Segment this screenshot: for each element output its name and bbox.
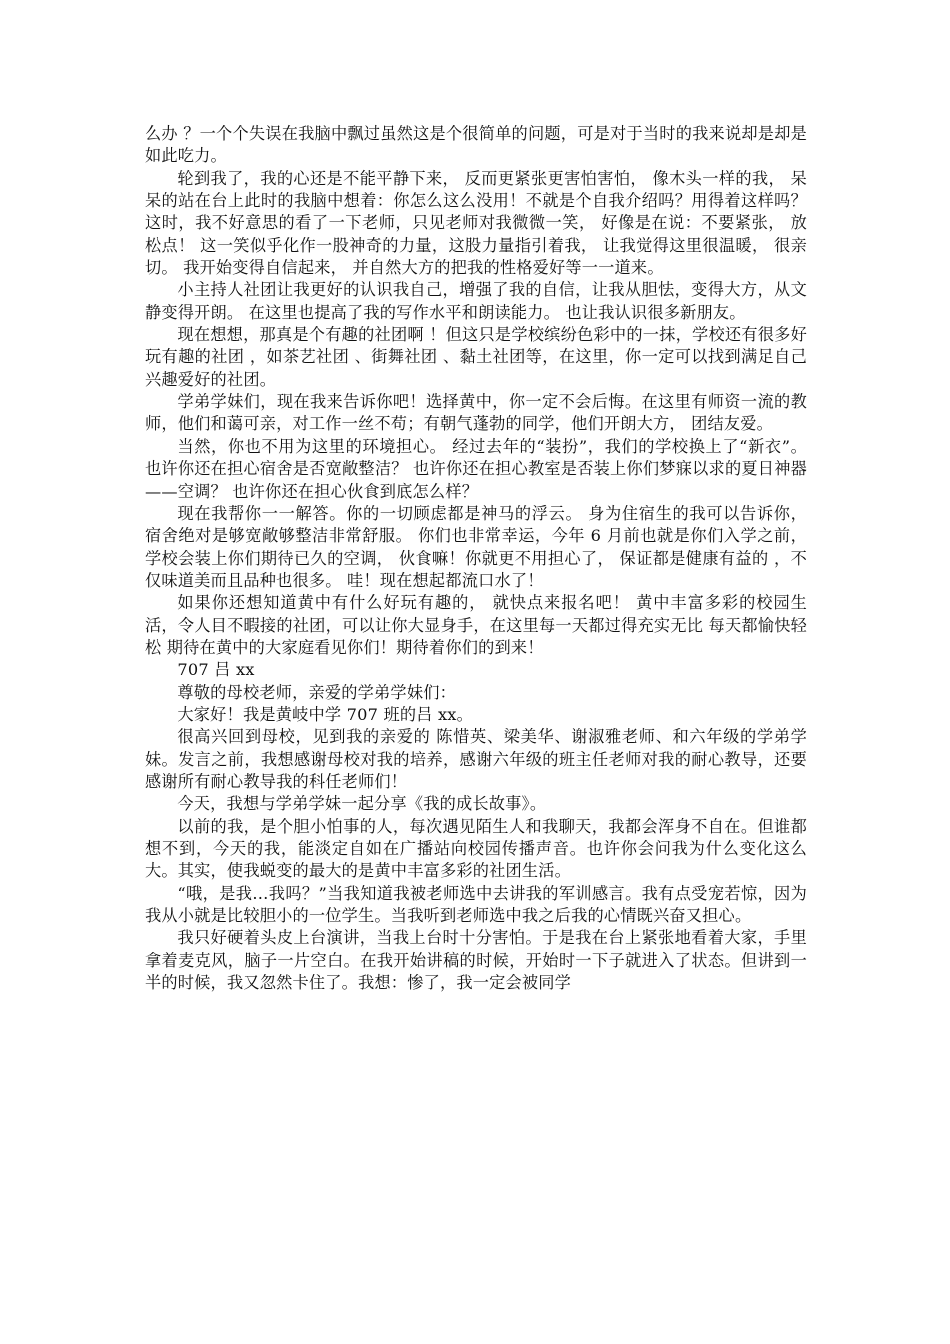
paragraph: 当然，你也不用为这里的环境担心。 经过去年的“装扮”，我们的学校换上了“新衣”。 也许你还在担心宿舍是否宽敞整洁？ 也许你还在担心教室是否装上你们梦寐以求的夏日神器——空调？ 也许你还在担心伙食到底怎么样？ bbox=[145, 436, 807, 501]
paragraph: 学弟学妹们，现在我来告诉你吧！选择黄中，你一定不会后悔。在这里有师资一流的教师，他们和蔼可亲，对工作一丝不苟；有朝气蓬勃的同学，他们开朗大方， 团结友爱。 bbox=[145, 392, 807, 434]
paragraph: 很高兴回到母校，见到我的亲爱的 陈惜英、梁美华、谢淑雅老师、和六年级的学弟学妹。发言之前，我想感谢母校对我的培养，感谢六年级的班主任老师对我的耐心教导，还要感谢所有耐心教导我的科任老师们！ bbox=[145, 727, 807, 791]
paragraph: 现在我帮你一一解答。你的一切顾虑都是神马的浮云。 身为住宿生的我可以告诉你， 宿舍绝对是够宽敞够整洁非常舒服。 你们也非常幸运，今年 6 月前也就是你们入学之前，学校会装上你们期待已久的空调， 伙食嘛！你就更不用担心了， 保证都是健康有益的 ，不仅味道美而且品种也很多。 哇！现在想起都流口水了！ bbox=[145, 503, 807, 590]
salutation: 尊敬的母校老师，亲爱的学弟学妹们： bbox=[177, 682, 456, 702]
greeting: 大家好！我是黄岐中学 707 班的吕 xx。 bbox=[177, 704, 474, 724]
paragraph: “哦，是我…我吗？”当我知道我被老师选中去讲我的军训感言。我有点受宠若惊，因为我从小就是比较胆小的一位学生。当我听到老师选中我之后我的心情既兴奋又担心。 bbox=[145, 883, 807, 926]
paragraph: 现在想想，那真是个有趣的社团啊 ！但这只是学校缤纷色彩中的一抹，学校还有很多好玩有趣的社团 ，如茶艺社团 、街舞社团 、黏土社团等，在这里，你一定可以找到满足自己兴趣爱好的社团。 bbox=[145, 325, 807, 389]
paragraph: 么办 ？一个个失误在我脑中飘过虽然这是个很简单的问题，可是对于当时的我来说却是却是如此吃力。 bbox=[145, 124, 807, 166]
paragraph: 我只好硬着头皮上台演讲，当我上台时十分害怕。于是我在台上紧张地看着大家，手里拿着麦克风，脑子一片空白。在我开始讲稿的时候，开始时一下子就进入了状态。但讲到一半的时候，我又忽然卡住了。我想：惨了，我一定会被同学 bbox=[145, 928, 807, 993]
paragraph: 轮到我了，我的心还是不能平静下来， 反而更紧张更害怕害怕， 像木头一样的我， 呆呆的站在台上此时的我脑中想着：你怎么这么没用！不就是个自我介绍吗？用得着这样吗？ 这时，我不好意思的看了一下老师，只见老师对我微微一笑， 好像是在说：不要紧张， 放松点！ 这一笑似乎化作一股神奇的力量，这股力量指引着我， 让我觉得这里很温暖， 很亲切。 我开始变得自信起来， 并自然大方的把我的性格爱好等一一道来。 bbox=[145, 168, 807, 278]
paragraph: 今天，我想与学弟学妹一起分享《我的成长故事》。 bbox=[177, 794, 547, 814]
document-page bbox=[145, 123, 807, 994]
paragraph: 如果你还想知道黄中有什么好玩有趣的， 就快点来报名吧！ 黄中丰富多彩的校园生活，令人目不暇接的社团，可以让你大显身手，在这里每一天都过得充实无比 每天都愉快轻松 期待在黄中的大家庭看见你们！期待着你们的到来！ bbox=[145, 593, 807, 657]
paragraph: 以前的我，是个胆小怕事的人，每次遇见陌生人和我聊天，我都会浑身不自在。但谁都想不到，今天的我，能淡定自如在广播站向校园传播声音。也许你会问我为什么变化这么大。其实，使我蜕变的最大的是黄中丰富多彩的社团生活。 bbox=[145, 816, 807, 881]
paragraph: 小主持人社团让我更好的认识我自己，增强了我的自信，让我从胆怯，变得大方，从文静变得开朗。 在这里也提高了我的写作水平和朗读能力。 也让我认识很多新朋友。 bbox=[145, 280, 807, 322]
signature-line: 707 吕 xx bbox=[177, 660, 255, 680]
